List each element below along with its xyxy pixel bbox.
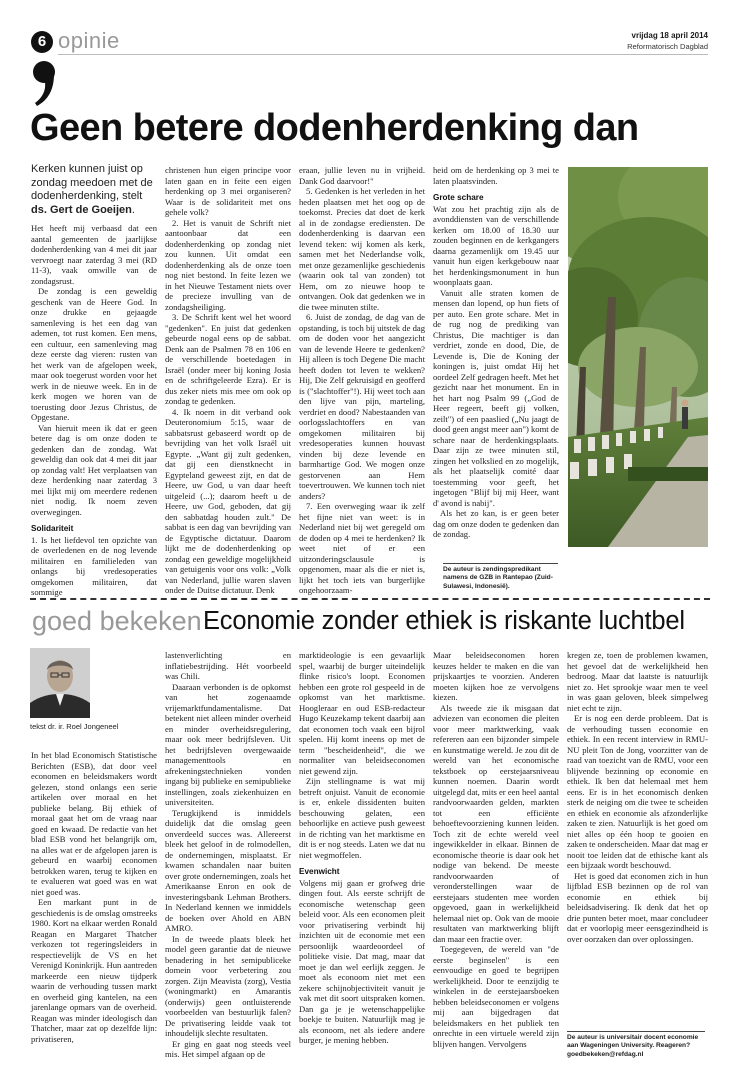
paragraph: Het heeft mij verbaasd dat een aantal gemeenten de jaarlijkse dodenherdenking van 4 mei dit jaar vervroegt naar zaterdag 3 mei (RD 11-3), vaak omwille van de zondagsrust. <box>31 223 157 286</box>
article2-author-bio: De auteur is universitair docent economie aan Wageningen University. Reageren? goedbekeken@refdag.nl <box>567 1034 699 1058</box>
paragraph: Volgens mij gaan er grofweg drie dingen fout. Als eerste schrijft de economische wetenschap geen beleid voor. Als een economen pleit voor privatisering verbindt hij inzichten uit de economie met een persoonlijk waardeoordeel of politieke visie. Dat mag, maar dat moet je dan wel eerlijk zeggen. Je moet als econoom niet met een zekere schijnobjectiviteit vanuit je vak met dit soort uitspraken komen. Dan ga je je wetenschappelijke boekje te buiten. Natuurlijk mag je als econoom, net als iedere andere burger, je mening hebben. <box>299 877 425 1045</box>
article1-author-bio: De auteur is zendingspredikant namens de GZB in Rantepao (Zuid-Sulawesi, Indonesië). <box>443 566 553 590</box>
paragraph: Vanuit alle straten komen de mensen dan lopend, op hun fiets of per auto. Een grote schare. Met in de rug nog de prediking van Christus, Die machtiger is dan verdriet, zonde en dood, Die, de Levende is, Die de Koning der koningen is, juist omdat Hij het oordeel Zelf gedragen heeft. Met het gezicht naar het monument. En in het hart nog Psalm 99 („God de Heer regeert, beeft gij volken, zeilt") of een paaslied („Nu jaagt de dood geen angst meer aan") komt de schare naar de herdenkingsplaats. Daar zijn ze twee minuten stil, zingen het volkslied en zo mogelijk, als het plaatselijk comité daar toestemming voor geeft, het ingetogen "Blijf bij mij Heer, want d' avond is nabij". <box>433 287 559 508</box>
header-publication: Reformatorisch Dagblad <box>627 42 708 51</box>
paragraph: heid om de herdenking op 3 mei te laten plaatsvinden. <box>433 165 559 186</box>
page-number-badge: 6 <box>31 31 53 53</box>
paragraph: eraan, jullie leven nu in vrijheid. Dank God daarvoor!" <box>299 165 425 186</box>
article1-intro: Kerken kunnen juist op zondag meedoen met de dodenherdenking, stelt ds. Gert de Goeijen. <box>31 163 153 216</box>
article2-column-1 <box>31 750 157 1044</box>
article1-column-4 <box>433 165 559 540</box>
paragraph: In de tweede plaats bleek het model geen garantie dat de nieuwe benadering in het semipubliceke domein voor verbetering zou zorgen. Zijn Meavista (zorg), Vestia (woningmarkt) en Amarantis (onderwijs) geen ontluisterende voorbeelden van bestuurlijk falen? De privatisering leidde vaak tot inhoudelijk slechte resultaten. <box>165 933 291 1038</box>
author-portrait <box>30 648 90 718</box>
article2-headline: Economie zonder ethiek is riskante luchtbel <box>203 607 685 635</box>
header-rule <box>58 54 708 55</box>
paragraph: 6. Juist de zondag, de dag van de opstanding, is toch bij uitstek de dag om de doden voor het aangezicht van de levende Heere te gedenken? Hij alleen is toch Degene Die macht heeft doden tot leven te wekken? Hij, Die Zelf gekruisigd en geofferd is ("slachtoffer"!). Hij weet toch aan den lijve van pijn, marteling, verdriet en dood? Nabestaanden van oorlogsslachtoffers en van omgekomen militairen bij vredesoperaties kunnen houvast vinden bij deze levende en barmhartige God. We mogen onze gestorvenen aan Hem toevertrouwen. We kunnen toch niet anders? <box>299 312 425 501</box>
header-date: vrijdag 18 april 2014 <box>631 31 708 40</box>
paragraph: De zondag is een geweldig geschenk van de Heere God. In onze drukke en gejaagde samenleving is het een dag van ademen, tot rust komen. Een mens, een cultuur, een samenleving mag deze eerste dag vieren: rusten van het werk van de afgelopen week, maar ook toegerust worden voor het werk in de nieuwe week. En in de kerk mogen we horen van de toerusting door Jezus Christus, de Opgestane. <box>31 286 157 422</box>
paragraph: 4. Ik noem in dit verband ook Deuteronomium 5:15, waar de sabbatsrust gebaseerd wordt op de bevrijding van het volk Israël uit Egypte. „Want gij zult gedenken, dat gij een dienstknecht in Egypteland geweest zijt, en dat de Heere, uw God, u van daar heeft uitgeleid (...); daarom heeft u de Heere, uw God, geboden, dat gij den sabbatdag houden zult." De sabbat is een dag van bevrijding van de Egyptische dictatuur. Daarom lijkt me de dodenherdenking op zondag een geweldige mogelijkheid van getuigenis voor ons volk: „Volk van Nederland, jullie waren slaven onder de Duitse dictatuur. Denk <box>165 406 291 595</box>
paragraph: Maar beleidseconomen horen keuzes helder te maken en die van prijskaartjes te voorzien. Anderen moeten kijken hoe ze vervolgens kiezen. <box>433 650 559 702</box>
section-divider <box>30 598 710 600</box>
subhead: Evenwicht <box>299 867 340 876</box>
article2-column-5 <box>567 650 708 944</box>
paragraph: Er ging en gaat nog steeds veel mis. Het simpel afgaan op de <box>165 1038 291 1059</box>
section-label: opinie <box>58 28 120 53</box>
article2-column-4 <box>433 650 559 1049</box>
paragraph: Een markant punt in de geschiedenis is de omslag omstreeks 1980. Kort na elkaar werden Ronald Reagan en Margaret Thatcher verkozen tot regeringsleiders in respectievelijk de VS en het Verenigd Koninkrijk. Hun aantreden markeerde een nieuw tijdperk waarin de verhouding tussen markt en overheid ging kantelen, na een jarenlange opmars van de overheid. Reagan was minder ideologisch dan Thatcher, maar zat op dezelfde lijn: privatiseren, <box>31 897 158 1044</box>
intro-text: Kerken kunnen juist op zondag meedoen met de dodenherdenking, stelt <box>31 163 153 202</box>
paragraph: Terugkijkend is inmiddels duidelijk dat die omslag geen onverdeeld succes was. Allereerst bleek het geloof in de rolmodellen, de ondernemingen, misplaatst. Er kwamen schandalen naar buiten over grote ondernemingen, zoals het Amerikaanse Enron en ook de investeringsbank Lehman Brothers. In Nederland kennen we inmiddels de boeken over Ahold en ABN AMRO. <box>165 807 291 933</box>
paragraph: kregen ze, toen de problemen kwamen, het gevoel dat de werkelijkheid hen bedroog. Maar dat laatste is natuurlijk niet zo. Het sprookje waar men te veel in was gaan geloven, bleek simpelweg niet echt te zijn. <box>567 650 708 713</box>
paragraph: 2. Het is vanuit de Schrift niet aantoonbaar dat een dodenherdenking op zondag niet zou kunnen. Uit omdat een dodenherdenking als de onze toen nog niet bestond. In feite lezen we in het Nieuwe Testament niets over de precieze invulling van de zondagsheiliging. <box>165 217 291 312</box>
paragraph: marktideologie is een gevaarlijk spel, waarbij de burger uiteindelijk flinke risico's loopt. Economen hebben een grote rol gespeeld in de opkomst van het marktisme. Hoogleraar en oud ESB-redacteur Hugo Keuzekamp tekent daarbij aan dat economen toch vaak een bijrol spelen. Hij komt ineens op met de term "bescheidenheid", die we normaliter van beleidseconomen niet gewend zijn. <box>299 650 425 776</box>
paragraph: 3. De Schrift kent wel het woord "gedenken". En juist dat gedenken gebeurde nogal eens op de sabbat. Denk aan de Psalmen 78 en 106 en de verschillende boetedagen in Israël (onder meer bij koning Josia en de schriftgeleerde Ezra). Er is dus zeker niets mis mee om ook op zondag te gedenken. <box>165 312 291 406</box>
paragraph: Daaraan verbonden is de opkomst van het zogenaamde vrijemarktfundamentalisme. Dat betekent niet alleen minder overheid en minder overheidsregulering, maar ook meer bedrijfsleven. Uit het bedrijfsleven overgewaaide managementtools en afrekeningstechnieken vonden ingang bij publieke en semipublieke instellingen, zoals ziekenhuizen en universiteiten. <box>165 681 291 807</box>
article2-column-2 <box>165 650 291 1060</box>
paragraph: Als tweede zie ik misgaan dat adviezen van economen die pleiten voor meer marktwerking, vaak refereren aan een bijzonder simpele en kunstmatige wereld. Je zou dit de wereld van het economische tekstboek op eerstejaarsniveau kunnen noemen. Daarin wordt uitgelegd dat, mits er een heel aantal randvoorwaarden gelden, markten tot een efficiënte behoeftevoorziening kunnen leiden. Toch zit de echte wereld veel ingewikkelder in elkaar. Binnen de economische theorie is daar ook het nodige van bekend. De meeste randvoorwaarden of veronderstellingen waar de eerstejaars studenten mee worden opgevoed, gaan in werkelijkheid helemaal niet op. Ook van de mooie resultaten van marktwerking blijft dan maar een fractie over. <box>433 702 559 944</box>
paragraph: Het is goed dat economen zich in hun lijfblad ESB bezinnen op de rol van economie en ethiek bij beleidsadvisering. Ik denk dat het op drie punten beter moet, maar concludeer dat er voorlopig meer eensgezindheid is over oorzaken dan over oplossingen. <box>567 870 708 944</box>
article2-column-3 <box>299 650 425 1046</box>
bio-rule <box>443 563 558 564</box>
article1-author: ds. Gert de Goeijen <box>31 203 132 216</box>
subhead: Grote schare <box>433 193 484 202</box>
article1-column-3 <box>299 165 425 596</box>
paragraph: Van hieruit meen ik dat er geen betere dag is om onze doden te gedenken dan de zondag. Wat geweldig dan ook dat 4 mei dit jaar op zondag valt! Het verplaatsen van deze herdenking naar zaterdag 3 mei lijkt mij om meerdere redenen niet nodig. Ik noem zeven overwegingen. <box>31 422 157 517</box>
paragraph: In het blad Economisch Statistische Berichten (ESB), dat door veel economen en beleidsmakers wordt gelezen, stond onlangs een serie artikelen over moraal en het publieke belang. Bij ethiek of moraal gaat het om de vraag naar goed en kwaad. De redactie van het blad ESB vond het belangrijk om, na alles wat er de afgelopen jaren is gebeurd en waarbij economen betrokken waren, terug te kijken en te evalueren wat goed was en wat niet goed was. <box>31 750 157 897</box>
paragraph: christenen hun eigen principe voor laten gaan en in feite een eigen herdenking op 3 mei organiseren? Waar is de solidariteit met ons gehele volk? <box>165 165 291 217</box>
cemetery-photo <box>568 167 708 547</box>
article1-column-2 <box>165 165 291 596</box>
article1-column-1 <box>31 163 157 598</box>
paragraph: lastenverlichting en inflatiebestrijding. Hét voorbeeld was Chili. <box>165 650 291 681</box>
paragraph: Er is nog een derde probleem. Dat is de verhouding tussen economie en ethiek. In een recent interview in RMU-NU pleit Ton de Jong, voorzitter van de raad van toezicht van de RMU, voor een blijvende bezinning op economie en ethiek. Ik ben dat helemaal met hem eens. Er is in het economisch denken sterk de neiging om die twee te scheiden en ethiek en economie als afzonderlijke zaken te zien. Natuurlijk is het goed om niet alles op één hoop te gooien en zaken te onderscheiden. Maar dat mag er nooit toe leiden dat de ethische kant als een bijzaak wordt beschouwd. <box>567 713 709 870</box>
paragraph: 1. Is het liefdevol ten opzichte van de overledenen en de nog levende militairen en familieleden van onlangs bij vredesoperaties omgekomen militairen, dat sommige <box>31 534 157 597</box>
paragraph: Wat zou het prachtig zijn als de avonddiensten van de verschillende kerken om 18.00 of 18.30 uur zouden beginnen en de kerkgangers daarna gezamenlijk om 19.45 uur vanuit hun eigen kerkgebouw naar het herdenkingsmonument in hun woonplaats gaan. <box>433 203 559 287</box>
photo-caption: tekst dr. ir. Roel Jongeneel <box>30 722 119 731</box>
paragraph: Als het zo kan, is er geen beter dag om onze doden te gedenken dan de zondag. <box>433 508 559 539</box>
comma-mark-icon <box>32 60 56 108</box>
paragraph: Toegegeven, de wereld van "de eerste beginselen" is een eenvoudige en goed te begrijpen werkelijkheid. Door te eenzijdig te winkelen in de eerstejaarsboeken hebben beleidseconomen er volgens mij aan bijgedragen dat beleidsmakers en het publiek ten onrechte in een virtuele wereld zijn blijven hangen. Vervolgens <box>433 944 559 1049</box>
subhead: Solidariteit <box>31 524 74 533</box>
column-kicker: goed bekeken <box>32 606 202 636</box>
paragraph: Zijn stellingname is wat mij betreft onjuist. Vanuit de economie is er, enkele dissidenten buiten beschouwing gelaten, een behoorlijke en actieve push geweest in de richting van het marktisme en dit is er nog steeds. Laten we dat nu niet wegmoffelen. <box>299 776 425 860</box>
page-header <box>0 0 738 60</box>
article1-headline: Geen betere dodenherdenking dan <box>30 107 639 149</box>
bio-rule <box>567 1031 705 1032</box>
paragraph: 5. Gedenken is het verleden in het heden plaatsen met het oog op de toekomst. Precies dat doet de kerk al in de zondagse erediensten. De dodenherdenking is daarvan een levend teken: wij komen als kerk, samen met het Nederlandse volk, met onze gezamenlijke geschiedenis (waarin ook tal van zonden) tot Hem, om zo nieuwe hoop te ontvangen. Ook dat gedenken we in die twee minuten stilte. <box>299 186 425 312</box>
paragraph: 7. Een overweging waar ik zelf het fijne niet van weet: is in Nederland niet bij wet geregeld om de doden op 4 mei te herdenken? Ik weet niet of er een uitzonderingsclausule is opgenomen, maar als die er niet is, lijkt het toch iets van burgerlijke ongehoorzaam- <box>299 501 425 595</box>
